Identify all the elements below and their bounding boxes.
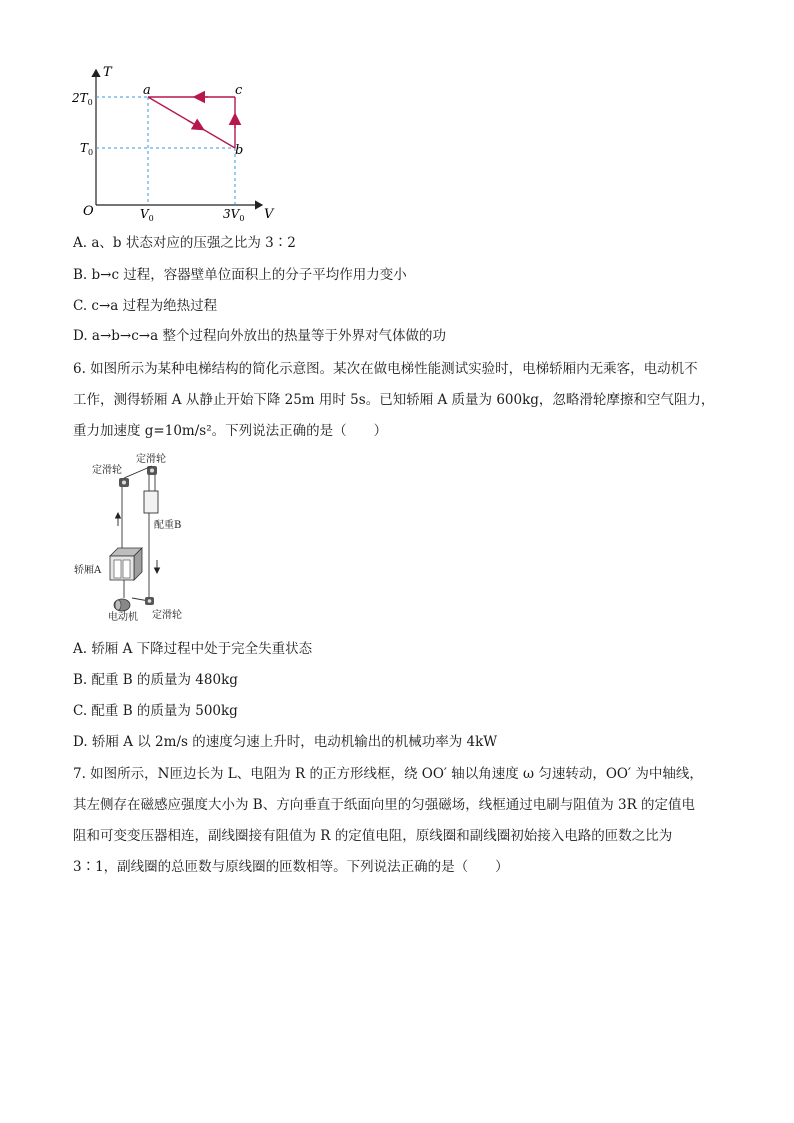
v-axis-label: V [264,207,274,222]
tick-v0: $V_0$ [140,207,154,223]
label-pulley-left: 定滑轮 [92,465,122,476]
motor-icon [114,599,130,611]
tick-2t0: $2T_0$ [72,91,93,107]
q7-stem-line-3: 阻和可变变压器相连，副线圈接有阻值为 R 的定值电阻，原线圈和副线圈初始接入电路的匝数之比为 [73,828,673,844]
q5-option-d: D. a→b→c→a 整个过程向外放出的热量等于外界对气体做的功 [73,328,446,344]
origin-label: O [83,204,94,219]
q6-stem-line-2: 工作，测得轿厢 A 从静止开始下降 25m 用时 5s。已知轿厢 A 质量为 600kg，忽略滑轮摩擦和空气阻力， [73,392,715,408]
q7-stem-line-4: 3∶1，副线圈的总匝数与原线圈的匝数相等。下列说法正确的是（ ） [73,859,509,875]
tv-graph [70,58,290,228]
q6-option-d: D. 轿厢 A 以 2m/s 的速度匀速上升时，电动机输出的机械功率为 4kW [73,734,498,750]
label-motor: 电动机 [108,612,138,623]
tick-3v0: $3V_0$ [223,207,245,223]
elevator-figure [70,448,200,630]
q5-option-b: B. b→c 过程，容器壁单位面积上的分子平均作用力变小 [73,267,407,283]
point-a-label: a [143,83,151,98]
q5-option-c: C. c→a 过程为绝热过程 [73,298,218,314]
label-pulley-right: 定滑轮 [136,454,166,465]
q6-option-b: B. 配重 B 的质量为 480kg [73,672,238,688]
arrow-ab [188,121,200,128]
q6-stem-line-3: 重力加速度 g=10m/s²。下列说法正确的是（ ） [73,423,388,439]
t-axis-label: T [103,65,112,80]
q7-stem-line-1: 7. 如图所示，N匝边长为 L、电阻为 R 的正方形线框，绕 OO′ 轴以角速度 ω 匀速转动，OO′ 为中轴线， [73,766,703,782]
q7-stem-line-2: 其左侧存在磁感应强度大小为 B、方向垂直于纸面向里的匀强磁场，线框通过电刷与阻值为 3R 的定值电 [73,797,696,813]
q6-option-a: A. 轿厢 A 下降过程中处于完全失重状态 [73,641,313,657]
label-pulley-bottom: 定滑轮 [152,610,182,621]
q6-option-c: C. 配重 B 的质量为 500kg [73,703,238,719]
point-b-label: b [235,143,244,158]
label-car: 轿厢A [74,565,102,576]
label-counterweight: 配重B [154,520,182,531]
q6-stem-line-1: 6. 如图所示为某种电梯结构的简化示意图。某次在做电梯性能测试实验时，电梯轿厢内无乘客，电动机不 [73,361,698,377]
car-a [110,548,142,580]
tick-t0: $T_0$ [80,141,94,157]
counterweight-b [144,491,158,513]
q5-option-a: A. a、b 状态对应的压强之比为 3∶2 [73,235,296,251]
point-c-label: c [235,83,243,98]
